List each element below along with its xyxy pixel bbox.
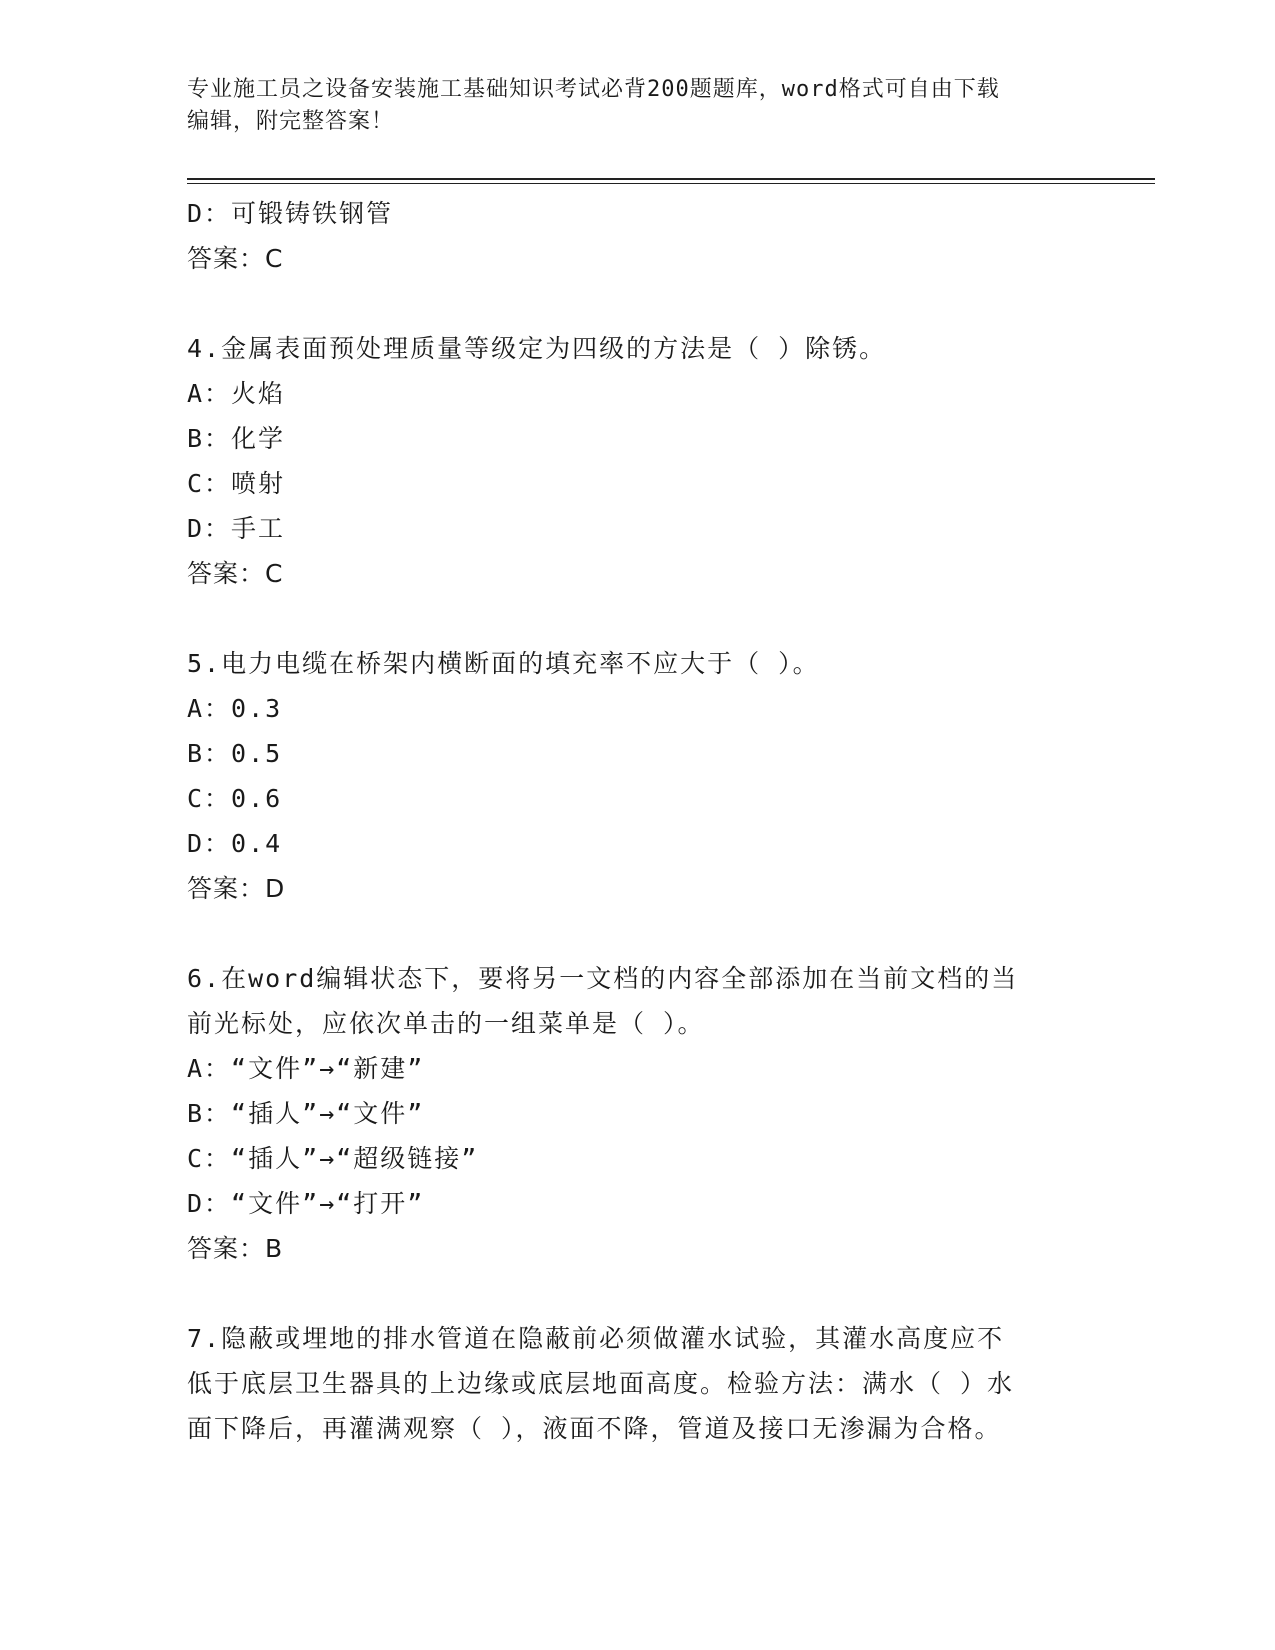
spacer — [187, 281, 1087, 326]
answer: 答案：B — [187, 1234, 284, 1263]
option-a: A：火焰 — [187, 379, 286, 408]
option-b: B：化学 — [187, 424, 286, 453]
answer: 答案：C — [187, 559, 284, 588]
option-c: C：0.6 — [187, 784, 283, 813]
question-block-4 — [187, 326, 1087, 596]
option-d: D：“文件”→“打开” — [187, 1189, 425, 1218]
option-c: C：喷射 — [187, 469, 286, 498]
spacer — [187, 911, 1087, 956]
option-a: A：0.3 — [187, 694, 283, 723]
spacer — [187, 596, 1087, 641]
question-text-line-3: 面下降后，再灌满观察（ ），液面不降，管道及接口无渗漏为合格。 — [187, 1414, 1002, 1443]
question-text-line-1: 7.隐蔽或埋地的排水管道在隐蔽前必须做灌水试验，其灌水高度应不 — [187, 1324, 1005, 1353]
question-block-5 — [187, 641, 1087, 911]
document-body — [187, 191, 1087, 1451]
option-b: B：0.5 — [187, 739, 283, 768]
option-c: C：“插人”→“超级链接” — [187, 1144, 479, 1173]
header-line-1: 专业施工员之设备安装施工基础知识考试必背200题题库，word格式可自由下载 — [187, 77, 1000, 102]
header-divider-thick — [187, 178, 1155, 180]
document-header — [187, 74, 1087, 138]
question-block-6 — [187, 956, 1087, 1271]
question-text-line-1: 6.在word编辑状态下，要将另一文档的内容全部添加在当前文档的当 — [187, 964, 1019, 993]
option-d: D：0.4 — [187, 829, 283, 858]
option-b: B：“插人”→“文件” — [187, 1099, 425, 1128]
answer: 答案：C — [187, 244, 284, 273]
spacer — [187, 1271, 1087, 1316]
question-text: 5.电力电缆在桥架内横断面的填充率不应大于（ ）。 — [187, 649, 820, 678]
answer: 答案：D — [187, 874, 286, 903]
option-a: A：“文件”→“新建” — [187, 1054, 425, 1083]
question-block-7 — [187, 1316, 1087, 1451]
option-d: D：可锻铸铁钢管 — [187, 199, 394, 228]
question-text-line-2: 前光标处，应依次单击的一组菜单是（ ）。 — [187, 1009, 705, 1038]
header-divider-thin — [187, 183, 1155, 184]
question-text-line-2: 低于底层卫生器具的上边缘或底层地面高度。检验方法：满水（ ）水 — [187, 1369, 1015, 1398]
header-line-2: 编辑，附完整答案！ — [187, 109, 395, 134]
option-d: D：手工 — [187, 514, 286, 543]
question-text: 4.金属表面预处理质量等级定为四级的方法是（ ）除锈。 — [187, 334, 887, 363]
